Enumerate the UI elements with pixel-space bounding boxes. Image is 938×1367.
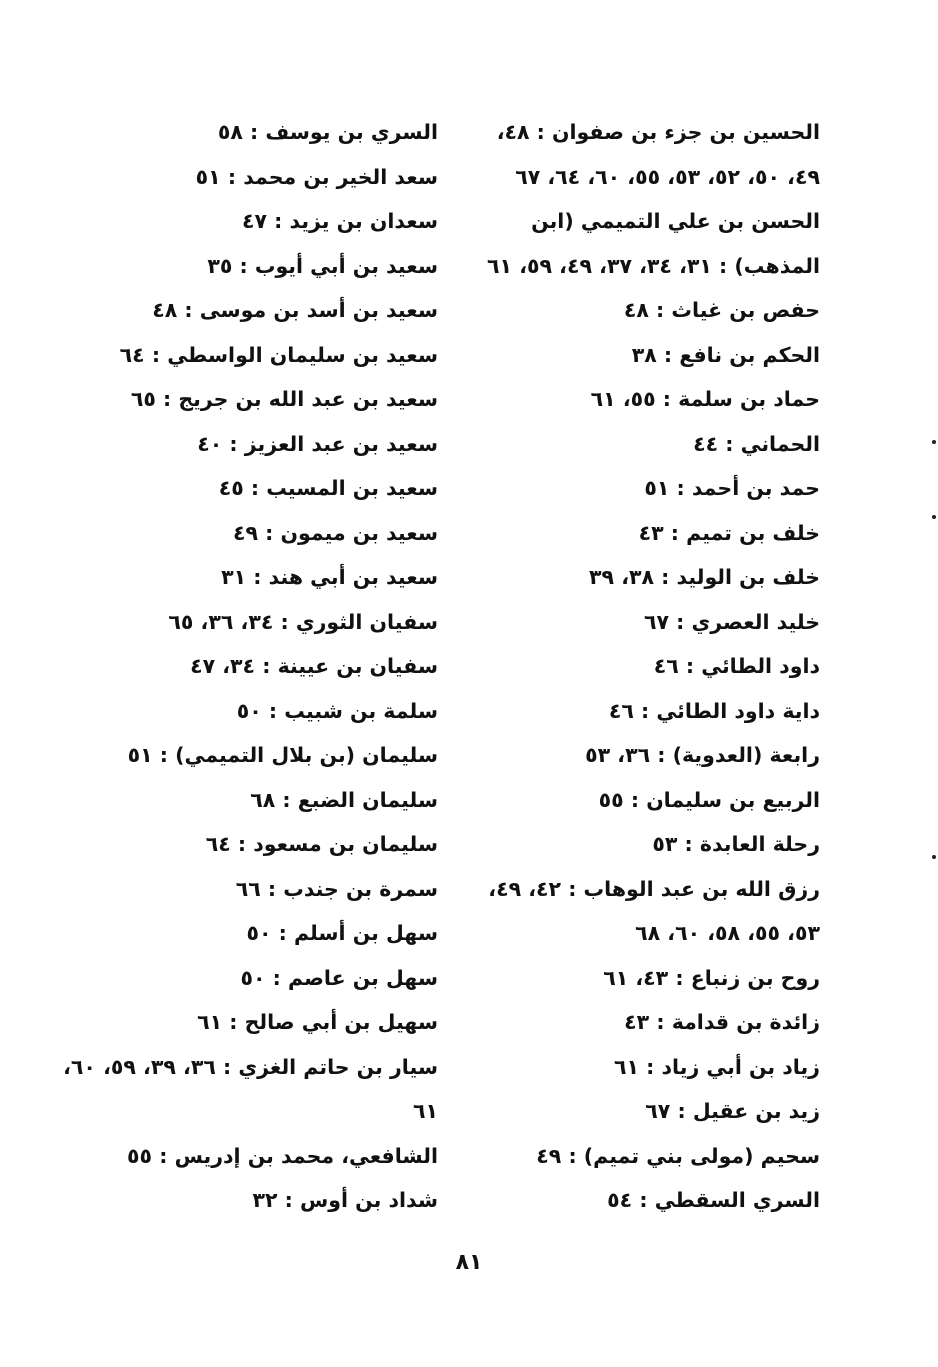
entry-name: الحسن بن علي التميمي (ابن المذهب): [531, 209, 820, 278]
entry-separator: :: [258, 520, 281, 545]
index-entry: [38, 333, 438, 378]
entry-pages: ٣١: [221, 565, 247, 589]
index-entry: [38, 110, 438, 155]
entry-separator: :: [260, 876, 284, 901]
index-entry: [475, 199, 820, 288]
entry-name: سعيد بن أسد بن موسى: [199, 298, 438, 322]
entry-name: الشافعي، محمد بن إدريس: [174, 1143, 438, 1168]
index-entry: [38, 555, 438, 600]
entry-separator: :: [277, 1188, 300, 1212]
entry-pages: ٤٣: [624, 1010, 650, 1034]
entry-separator: :: [529, 120, 553, 144]
index-entry: [38, 600, 438, 645]
entry-separator: :: [144, 342, 168, 367]
page-number: ٨١: [455, 1250, 483, 1275]
margin-mark: [932, 440, 936, 444]
entry-pages: ٦٧: [643, 609, 669, 634]
entry-name: الحسين بن جزء بن صفوان: [552, 120, 820, 144]
entry-separator: :: [668, 965, 691, 990]
entry-name: خلف بن تميم: [686, 520, 820, 545]
entry-pages: ٥٥: [127, 1143, 153, 1168]
entry-pages: ٤٧: [241, 209, 267, 233]
index-entry: [38, 466, 438, 511]
entry-pages: ٤٤: [693, 431, 719, 456]
margin-mark: [932, 515, 936, 519]
entry-name: سعيد بن عبد العزيز: [244, 431, 438, 456]
entry-name: سلمة بن شبيب: [284, 698, 438, 723]
entry-pages: ٥٤: [607, 1188, 633, 1212]
entry-separator: :: [677, 832, 700, 856]
entry-pages: ٥٣: [652, 832, 678, 856]
index-entry: [38, 689, 438, 734]
entry-pages: ٤٦: [653, 654, 679, 678]
entry-separator: :: [648, 298, 672, 322]
entry-name: زائدة بن قدامة: [671, 1010, 820, 1034]
entry-pages: ٥٠: [240, 965, 266, 990]
entry-name: سحيم (مولى بني تميم): [583, 1143, 820, 1168]
entry-separator: :: [232, 253, 255, 278]
entry-name: حمد بن أحمد: [691, 476, 820, 500]
entry-pages: ٥٨: [217, 120, 243, 144]
index-entry: [475, 956, 820, 1001]
index-entry: [475, 778, 820, 823]
entry-pages: ٣٨: [631, 342, 657, 367]
index-entry: [38, 822, 438, 867]
entry-name: سهيل بن أبي صالح: [244, 1010, 438, 1034]
entry-name: سعيد بن المسيب: [266, 476, 438, 500]
entry-name: خليد العصري: [691, 609, 820, 634]
index-entry: [475, 422, 820, 467]
entry-separator: :: [261, 698, 285, 723]
entry-separator: :: [678, 654, 702, 678]
entry-name: سمرة بن جندب: [283, 876, 438, 901]
entry-name: سعيد بن أبي أيوب: [254, 253, 438, 278]
index-entry: [475, 822, 820, 867]
index-entry: [475, 689, 820, 734]
entry-pages: ٤٦: [608, 698, 634, 723]
entry-separator: :: [243, 476, 267, 500]
index-entry: [475, 867, 820, 956]
index-column-left: [38, 110, 438, 1223]
entry-separator: :: [246, 565, 269, 589]
entry-name: سعيد بن ميمون: [280, 520, 438, 545]
entry-separator: :: [267, 209, 290, 233]
entry-separator: :: [623, 787, 647, 812]
entry-separator: :: [152, 1143, 175, 1168]
entry-pages: ٤٨، ٤٩، ٥٠، ٥٢، ٥٣، ٥٥، ٦٠، ٦٤، ٦٧: [496, 120, 820, 189]
index-entry: [475, 644, 820, 689]
entry-pages: ٣٤، ٣٦، ٦٥: [168, 609, 274, 634]
entry-pages: ٣٨، ٣٩: [589, 565, 655, 589]
index-entry: [475, 377, 820, 422]
entry-pages: ٥١: [644, 476, 670, 500]
entry-name: خلف بن الوليد: [676, 565, 820, 589]
entry-separator: :: [155, 387, 179, 411]
entry-pages: ٦٦: [235, 876, 261, 901]
entry-pages: ٤٨: [623, 298, 649, 322]
entry-separator: :: [177, 298, 200, 322]
index-entry: [475, 555, 820, 600]
entry-pages: ٣٥: [207, 253, 233, 278]
entry-separator: :: [275, 787, 298, 812]
entry-pages: ٥١: [195, 164, 221, 189]
index-entry: [475, 110, 820, 199]
entry-pages: ٦٨: [250, 787, 276, 812]
entry-separator: :: [670, 1099, 693, 1123]
entry-pages: ٦٧: [645, 1099, 671, 1123]
entry-name: شداد بن أوس: [299, 1188, 438, 1212]
entry-pages: ٥١: [127, 743, 153, 767]
entry-name: سعيد بن عبد الله بن جريج: [178, 387, 438, 411]
entry-name: داود الطائي: [701, 654, 820, 678]
entry-name: سعيد بن سليمان الواسطي: [167, 342, 438, 367]
entry-name: الربيع بن سليمان: [646, 787, 820, 812]
entry-pages: ٤٠: [197, 431, 223, 456]
index-entry: [38, 199, 438, 244]
index-entry: [475, 288, 820, 333]
entry-separator: :: [222, 1010, 245, 1034]
index-entry: [38, 911, 438, 956]
entry-name: سفيان الثوري: [295, 609, 438, 634]
entry-separator: :: [215, 1054, 239, 1079]
index-entry: [475, 600, 820, 645]
entry-separator: :: [668, 609, 692, 634]
entry-pages: ٥٥: [598, 787, 624, 812]
entry-separator: :: [718, 431, 741, 456]
entry-separator: :: [561, 876, 584, 901]
entry-pages: ٤٣، ٦١: [603, 965, 669, 990]
index-entry: [475, 466, 820, 511]
entry-separator: :: [632, 1188, 655, 1212]
entry-name: السري السقطي: [654, 1188, 820, 1212]
index-entry: [38, 422, 438, 467]
entry-pages: ٥٠: [236, 698, 262, 723]
index-entry: [38, 1045, 438, 1134]
entry-separator: :: [271, 921, 294, 945]
entry-pages: ٣٦، ٣٩، ٥٩، ٦٠، ٦١: [63, 1054, 438, 1123]
entry-pages: ٤٨: [152, 298, 178, 322]
entry-name: سعيد بن أبي هند: [268, 565, 438, 589]
entry-name: سعدان بن يزيد: [289, 209, 438, 233]
entry-name: روح بن زنباع: [690, 965, 820, 990]
entry-name: سهل بن عاصم: [288, 965, 438, 990]
entry-name: الحكم بن نافع: [679, 342, 820, 367]
index-entry: [38, 644, 438, 689]
entry-name: رحلة العابدة: [699, 832, 820, 856]
index-column-right: [475, 110, 820, 1223]
entry-separator: :: [656, 342, 680, 367]
entry-separator: :: [561, 1143, 584, 1168]
entry-separator: :: [152, 743, 176, 767]
entry-pages: ٦٤: [119, 342, 145, 367]
entry-name: سعد الخير بن محمد: [243, 164, 438, 189]
entry-name: رزق الله بن عبد الوهاب: [583, 876, 820, 901]
index-entry: [475, 511, 820, 556]
entry-separator: :: [649, 1010, 672, 1034]
entry-name: سليمان بن مسعود: [253, 832, 438, 856]
entry-pages: ٣٢: [252, 1188, 278, 1212]
index-entry: [475, 1134, 820, 1179]
entry-pages: ٤٣: [638, 520, 664, 545]
entry-separator: :: [633, 698, 657, 723]
index-entry: [475, 733, 820, 778]
entry-name: سليمان (بن بلال التميمي): [175, 743, 438, 767]
entry-pages: ٣١، ٣٤، ٣٧، ٤٩، ٥٩، ٦١: [487, 253, 712, 278]
entry-separator: :: [663, 520, 687, 545]
index-entry: [38, 244, 438, 289]
index-entry: [38, 956, 438, 1001]
index-entry: [38, 733, 438, 778]
entry-separator: :: [711, 253, 735, 278]
index-entry: [38, 1178, 438, 1223]
entry-pages: ٦٥: [130, 387, 156, 411]
entry-pages: ٦١: [197, 1010, 223, 1034]
entry-name: السري بن يوسف: [265, 120, 438, 144]
index-entry: [38, 867, 438, 912]
entry-pages: ٤٩: [232, 520, 258, 545]
entry-name: الحماني: [740, 431, 820, 456]
entry-separator: :: [255, 654, 278, 678]
entry-name: حماد بن سلمة: [678, 387, 820, 411]
entry-name: سهل بن أسلم: [293, 921, 438, 945]
index-entry: [38, 1000, 438, 1045]
index-entry: [475, 1045, 820, 1090]
index-entry: [38, 1134, 438, 1179]
entry-separator: :: [273, 609, 296, 634]
entry-name: داية داود الطائي: [656, 698, 820, 723]
entry-name: سيار بن حاتم الغزي: [238, 1054, 438, 1079]
index-entry: [475, 1178, 820, 1223]
entry-name: سليمان الضبع: [297, 787, 438, 812]
entry-separator: :: [669, 476, 692, 500]
entry-pages: ٣٤، ٤٧: [190, 654, 256, 678]
entry-name: رابعة (العدوية): [672, 743, 820, 767]
entry-name: حفص بن غياث: [671, 298, 820, 322]
entry-name: زياد بن أبي زياد: [661, 1054, 820, 1079]
entry-pages: ٣٦، ٥٣: [585, 743, 651, 767]
entry-pages: ٦١: [614, 1054, 640, 1079]
entry-pages: ٦٤: [205, 832, 231, 856]
index-entry: [38, 511, 438, 556]
entry-pages: ٤٥: [218, 476, 244, 500]
entry-separator: :: [654, 565, 677, 589]
entry-pages: ٤٩: [536, 1143, 562, 1168]
index-entry: [38, 778, 438, 823]
entry-pages: ٥٠: [246, 921, 272, 945]
entry-separator: :: [265, 965, 288, 990]
index-entry: [475, 1000, 820, 1045]
index-entry: [475, 333, 820, 378]
entry-separator: :: [242, 120, 266, 144]
entry-name: سفيان بن عيينة: [277, 654, 438, 678]
index-entry: [38, 288, 438, 333]
entry-name: زيد بن عقيل: [692, 1099, 820, 1123]
entry-separator: :: [639, 1054, 662, 1079]
entry-separator: :: [222, 431, 245, 456]
index-entry: [475, 1089, 820, 1134]
entry-separator: :: [655, 387, 679, 411]
index-entry: [38, 155, 438, 200]
entry-separator: :: [650, 743, 673, 767]
entry-pages: ٤٢، ٤٩، ٥٣، ٥٥، ٥٨، ٦٠، ٦٨: [488, 876, 820, 945]
entry-separator: :: [230, 832, 254, 856]
entry-separator: :: [220, 164, 244, 189]
index-entry: [38, 377, 438, 422]
entry-pages: ٥٥، ٦١: [590, 387, 656, 411]
margin-mark: [932, 855, 936, 859]
